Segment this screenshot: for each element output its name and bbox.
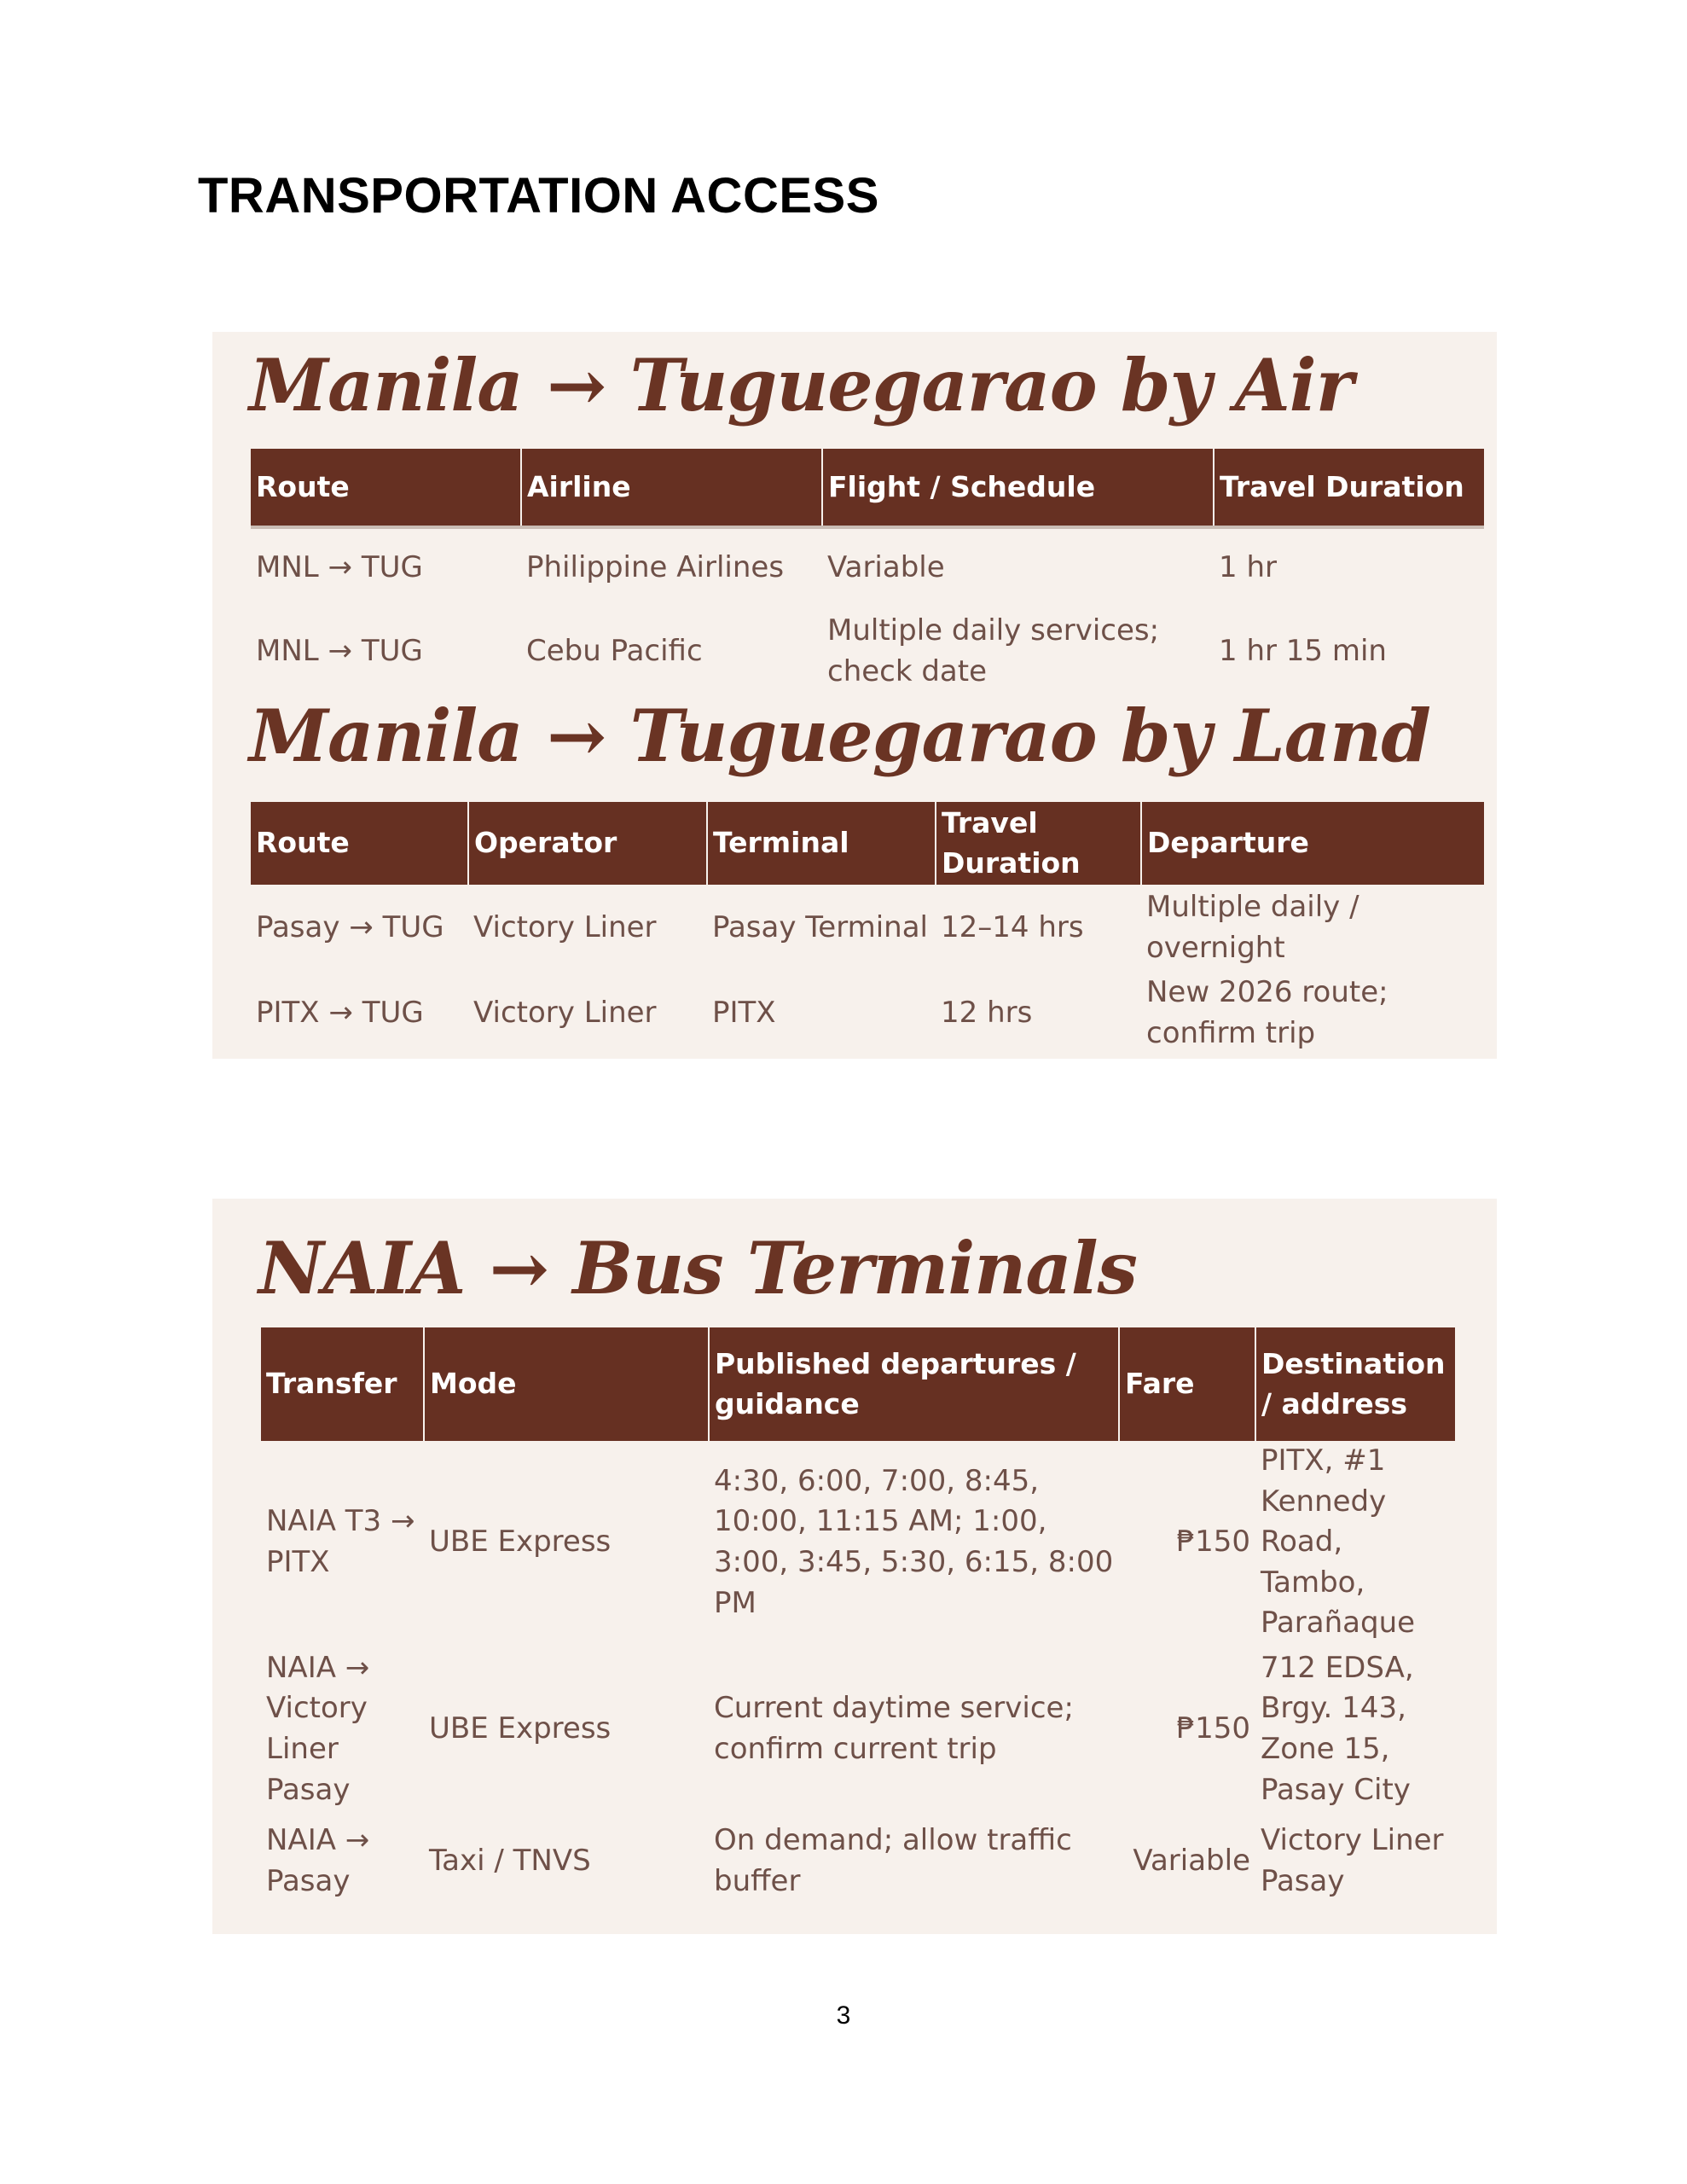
land-table xyxy=(251,802,1484,1055)
land-section-title: Manila → Tuguegarao by Land xyxy=(249,694,1430,778)
land-header-duration: Travel Duration xyxy=(936,802,1141,885)
air-header-airline: Airline xyxy=(521,449,822,527)
naia-header-transfer: Transfer xyxy=(261,1327,424,1441)
air-table xyxy=(251,449,1484,696)
table-row xyxy=(261,1815,1455,1908)
air-cell-airline: Philippine Airlines xyxy=(526,550,785,585)
air-cell-route: MNL → TUG xyxy=(256,550,423,585)
air-cell-schedule: Multiple daily services; check date xyxy=(827,613,1160,688)
naia-cell-fare: ₱150 xyxy=(1176,1711,1250,1746)
naia-cell-destination: 712 EDSA, Brgy. 143, Zone 15, Pasay City xyxy=(1261,1650,1414,1807)
land-cell-duration: 12–14 hrs xyxy=(941,910,1084,945)
naia-header-departures: Published departures / guidance xyxy=(709,1327,1119,1441)
naia-header-destination: Destination / address xyxy=(1255,1327,1455,1441)
naia-header-mode: Mode xyxy=(424,1327,709,1441)
land-cell-route: Pasay → TUG xyxy=(256,910,444,945)
land-header-terminal: Terminal xyxy=(707,802,936,885)
table-row xyxy=(251,972,1484,1055)
page-title: TRANSPORTATION ACCESS xyxy=(198,168,879,224)
table-row xyxy=(251,607,1484,696)
table-row xyxy=(251,885,1484,972)
land-cell-duration: 12 hrs xyxy=(941,996,1033,1031)
land-header-departure: Departure xyxy=(1141,802,1484,885)
land-cell-departure: New 2026 route; confirm trip xyxy=(1146,975,1388,1050)
air-header-duration: Travel Duration xyxy=(1214,449,1484,527)
naia-section-title: NAIA → Bus Terminals xyxy=(258,1226,1137,1310)
table-row xyxy=(261,1441,1455,1644)
naia-panel xyxy=(212,1199,1497,1934)
air-cell-route: MNL → TUG xyxy=(256,634,423,669)
naia-cell-departures: On demand; allow traffic buffer xyxy=(714,1823,1072,1898)
air-header-schedule: Flight / Schedule xyxy=(822,449,1214,527)
naia-cell-departures: Current daytime service; confirm current trip xyxy=(714,1691,1074,1766)
land-header-operator: Operator xyxy=(468,802,707,885)
land-cell-route: PITX → TUG xyxy=(256,996,424,1031)
naia-cell-mode: Taxi / TNVS xyxy=(429,1844,591,1879)
naia-cell-departures: 4:30, 6:00, 7:00, 8:45, 10:00, 11:15 AM; 1:00, 3:00, 3:45, 5:30, 6:15, 8:00 PM xyxy=(714,1463,1114,1620)
page-number: 3 xyxy=(836,2001,851,2030)
air-cell-schedule: Variable xyxy=(827,550,945,585)
naia-cell-transfer: NAIA → Victory Liner Pasay xyxy=(266,1650,370,1807)
land-header-route: Route xyxy=(251,802,468,885)
air-section-title: Manila → Tuguegarao by Air xyxy=(249,343,1353,427)
naia-header-fare: Fare xyxy=(1119,1327,1255,1441)
land-cell-departure: Multiple daily / overnight xyxy=(1146,890,1359,965)
air-cell-duration: 1 hr 15 min xyxy=(1219,634,1387,669)
naia-cell-fare: ₱150 xyxy=(1176,1525,1250,1560)
air-cell-airline: Cebu Pacific xyxy=(526,634,703,669)
land-cell-operator: Victory Liner xyxy=(473,910,657,945)
naia-cell-transfer: NAIA T3 → PITX xyxy=(266,1504,415,1579)
naia-cell-fare: Variable xyxy=(1133,1844,1250,1879)
land-cell-operator: Victory Liner xyxy=(473,996,657,1031)
land-cell-terminal: Pasay Terminal xyxy=(712,910,928,945)
naia-cell-transfer: NAIA → Pasay xyxy=(266,1823,370,1898)
naia-table xyxy=(261,1327,1455,1908)
table-row xyxy=(251,527,1484,607)
naia-cell-mode: UBE Express xyxy=(429,1525,612,1560)
table-row xyxy=(261,1644,1455,1815)
air-header-route: Route xyxy=(251,449,521,527)
naia-cell-mode: UBE Express xyxy=(429,1711,612,1746)
naia-cell-destination: Victory Liner Pasay xyxy=(1261,1823,1444,1898)
air-cell-duration: 1 hr xyxy=(1219,550,1277,585)
land-cell-terminal: PITX xyxy=(712,996,776,1031)
routes-panel xyxy=(212,332,1497,1059)
naia-cell-destination: PITX, #1 Kennedy Road, Tambo, Parañaque xyxy=(1261,1443,1416,1641)
